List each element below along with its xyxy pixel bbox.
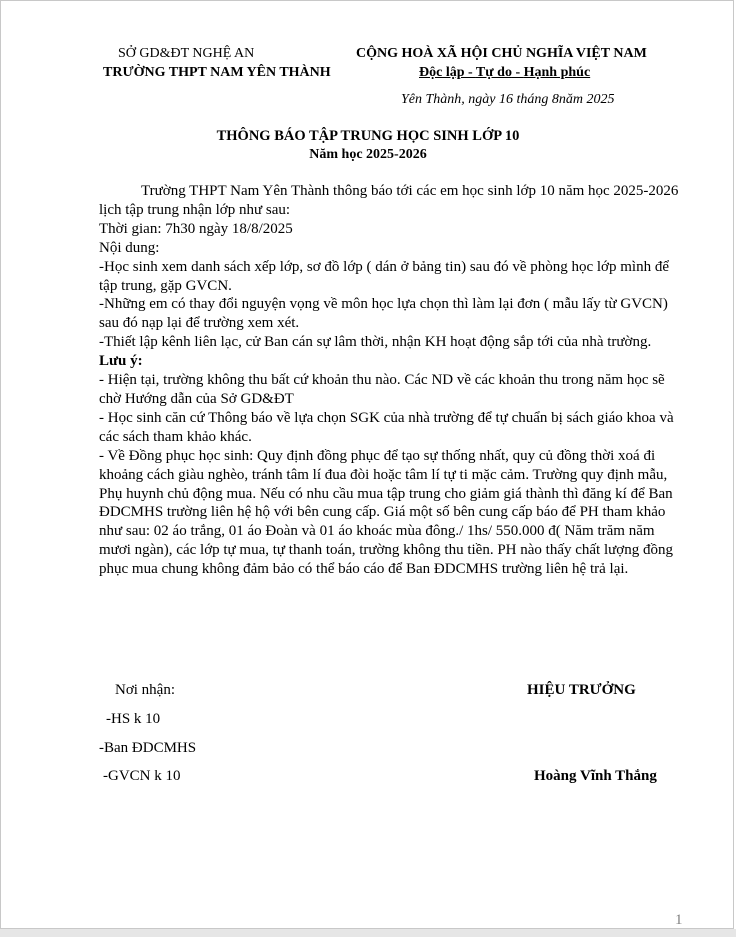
national-motto <box>419 65 590 81</box>
page-number: 1 <box>675 912 683 928</box>
school-name: TRƯỜNG THPT NAM YÊN THÀNH <box>103 65 331 80</box>
national-title: CỘNG HOÀ XÃ HỘI CHỦ NGHĨA VIỆT NAM <box>356 46 647 61</box>
signer-name: Hoàng Vĩnh Thắng <box>534 768 657 784</box>
note-item: - Hiện tại, trường không thu bất cứ khoản thu nào. Các ND về các khoản thu trong năm học sẽ chờ Hướng dẫn của Sở GD&ĐT <box>99 372 665 407</box>
content-item: -Những em có thay đổi nguyện vọng về môn học lựa chọn thì làm lại đơn ( mẫu lấy từ GVCN) sau đó nạp lại để trường xem xét. <box>99 296 668 332</box>
recipient-item: -HS k 10 <box>106 711 161 727</box>
notice-body <box>99 182 683 579</box>
content-item: -Thiết lập kênh liên lạc, cử Ban cán sự lâm thời, nhận KH hoạt động sắp tới của nhà trường. <box>99 334 652 351</box>
viewer-background <box>0 929 736 937</box>
motto-happiness: Hạnh phúc <box>523 65 591 80</box>
motto-independence: Độc lập <box>419 65 465 80</box>
signer-title: HIỆU TRƯỞNG <box>527 682 636 698</box>
motto-freedom: Tự do <box>475 65 512 80</box>
gathering-time: Thời gian: 7h30 ngày 18/8/2025 <box>99 220 293 237</box>
intro-paragraph: Trường THPT Nam Yên Thành thông báo tới các em học sinh lớp 10 năm học 2025-2026 lịch tập trung nhận lớp như sau: <box>99 183 679 218</box>
content-item: -Học sinh xem danh sách xếp lớp, sơ đồ lớp ( dán ở bảng tin) sau đó về phòng học lớp mình để tập trung, gặp GVCN. <box>99 258 669 294</box>
department-name: SỞ GD&ĐT NGHỆ AN <box>118 46 255 61</box>
note-item: - Học sinh căn cứ Thông báo về lựa chọn SGK của nhà trường để tự chuẩn bị sách giáo khoa và các sách tham khảo khác. <box>99 409 674 445</box>
document-date: Yên Thành, ngày 16 tháng 8năm 2025 <box>401 92 615 107</box>
note-item: - Về Đồng phục học sinh: Quy định đồng phục để tạo sự thống nhất, quy củ đồng thời xoá đi khoảng cách giàu nghèo, tránh tâm lí đua đòi hoặc tâm lí tự ti mặc cảm. Trường quy định mẫu, Phụ huynh chủ động mua. Nếu có nhu cầu mua tập trung cho giảm giá thành thì đăng kí để Ban ĐDCMHS trường liên hệ hộ với bên cung cấp. Giá một số bên cung cấp báo để PH tham khảo như sau: 02 áo trắng, 01 áo Đoàn và 01 áo khoác mùa đông./ 1hs/ 550.000 đ( Năm trăm năm mươi ngàn), các lớp tự mua, tự thanh toán, trường không thu tiền. PH nào thấy chất lượng đồng phục mua chung không đảm bảo có thể báo cáo để Ban ĐDCMHS trường liên hệ trả lại. <box>99 447 673 578</box>
recipient-item: -Ban ĐDCMHS <box>99 740 197 756</box>
document-title: THÔNG BÁO TẬP TRUNG HỌC SINH LỚP 10 <box>216 128 520 144</box>
recipient-item: -GVCN k 10 <box>103 768 181 784</box>
motto-separator: - <box>464 65 476 80</box>
recipients-label: Nơi nhận: <box>115 682 176 698</box>
motto-separator: - <box>511 65 524 80</box>
note-label: Lưu ý: <box>99 353 143 370</box>
school-year: Năm học 2025-2026 <box>309 147 427 162</box>
content-label: Nội dung: <box>99 239 160 256</box>
